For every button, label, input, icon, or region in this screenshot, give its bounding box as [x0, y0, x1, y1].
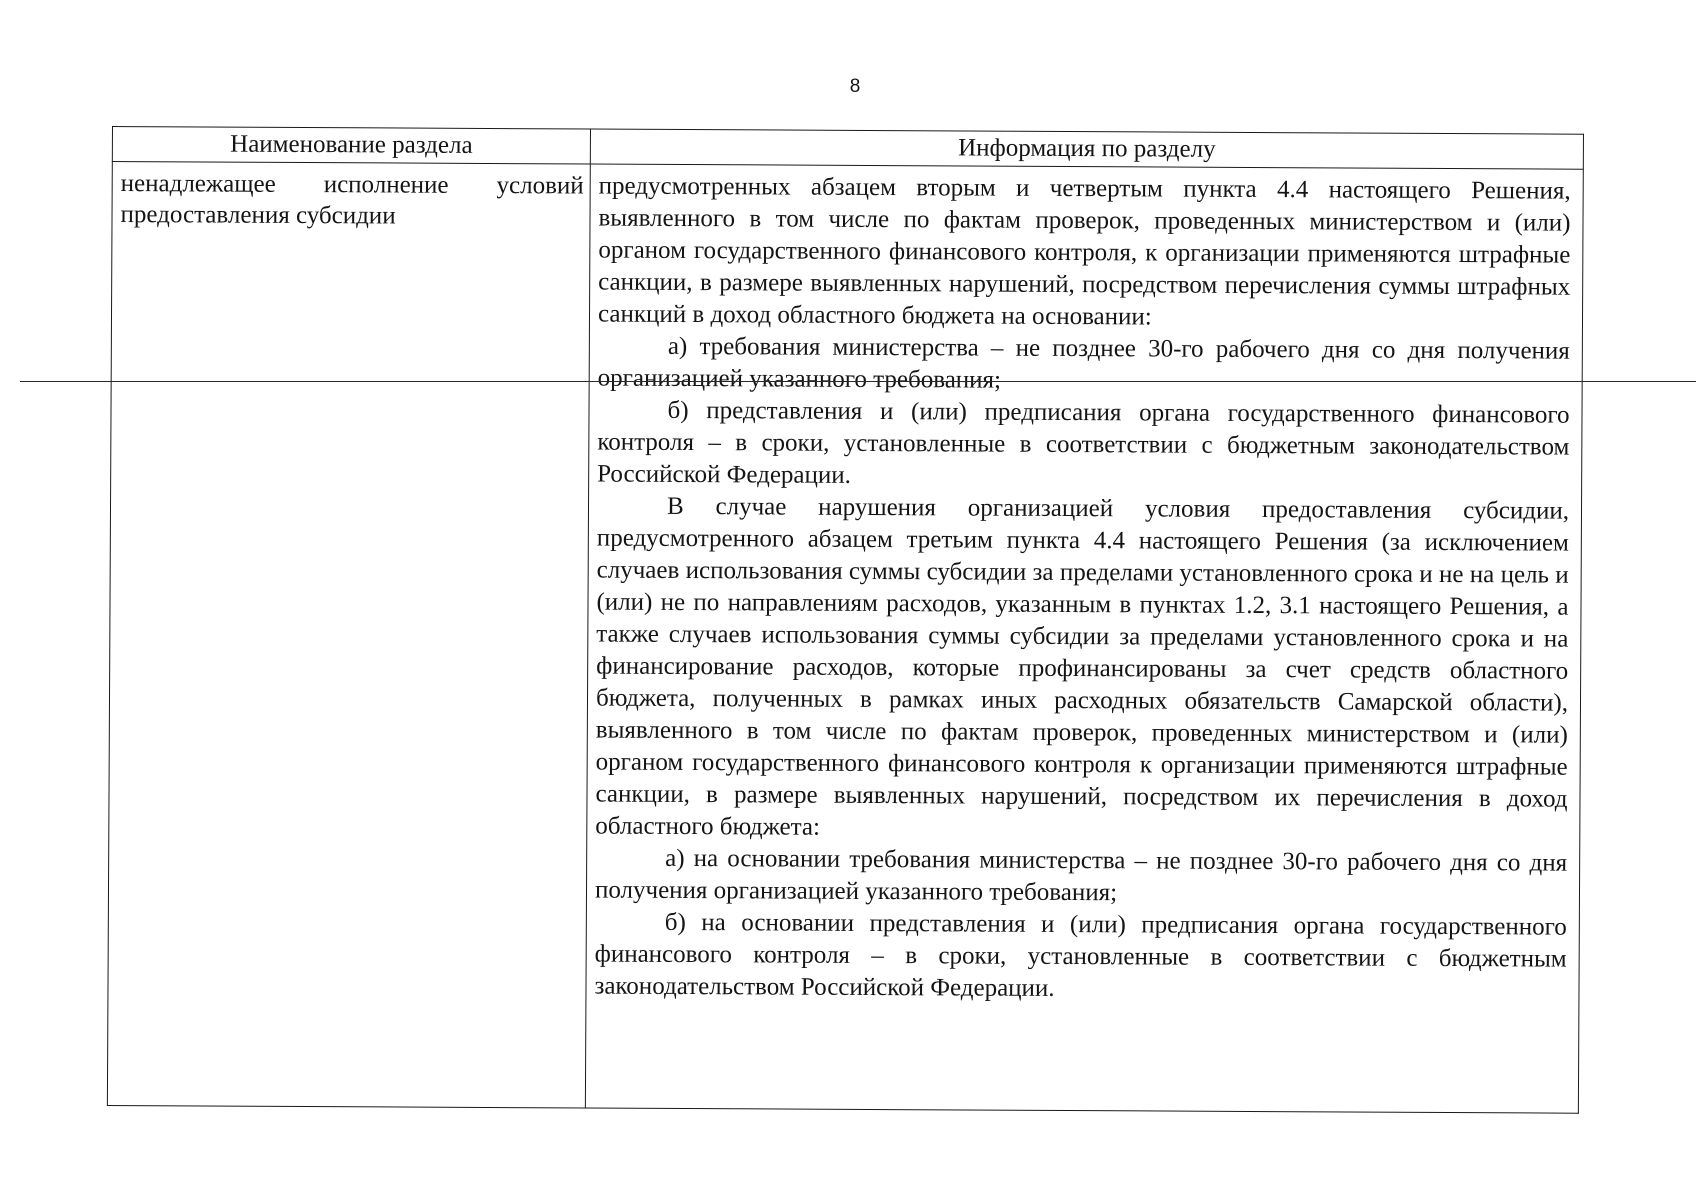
section-name-cell	[107, 162, 590, 1108]
header-section-name: Наименование раздела	[112, 127, 590, 165]
section-name-text: ненадлежащее исполнение условий предоставления субсидии	[120, 170, 584, 230]
section-info-cell	[585, 164, 1583, 1113]
table-row	[107, 162, 1583, 1114]
paragraph-violation-case: В случае нарушения организацией условия предоставления субсидии, предусмотренного абзацем третьим пункта 4.4 настоящего Решения (за исключением случаев использования суммы субсидии за пределами установленного срока и не на цель и (или) не по направлениям расходов, указанным в пунктах 1.2, 3.1 настоящего Решения, а также случаев использования суммы субсидии за пределами установленного срока и на финансирование расходов, которые профинансированы за счет средств областного бюджета, полученных в рамках иных расходных обязательств Самарской области), выявленного в том числе по фактам проверок, проведенных министерством и (или) органом государственного финансового контроля к организации применяются штрафные санкции, в размере выявленных нарушений, посредством их перечисления в доход областного бюджета:	[595, 492, 1570, 841]
scan-artifact-line	[20, 381, 1696, 382]
paragraph-item-b-prescription: б) на основании представления и (или) предписания органа государственного финансового контроля – в сроки, установленные в соответствии с бюджетным законодательством Российской Федерации.	[594, 908, 1567, 1002]
paragraph-item-b-control: б) представления и (или) предписания органа государственного финансового контроля – в сроки, установленные в соответствии с бюджетным законодательством Российской Федерации.	[597, 396, 1570, 489]
header-section-info: Информация по разделу	[590, 129, 1583, 169]
page-number: 8	[849, 76, 861, 97]
section-table	[107, 126, 1584, 1114]
paragraph-continuation: предусмотренных абзацем вторым и четвертым пункта 4.4 настоящего Решения, выявленного в том числе по фактам проверок, проведенных министерством и (или) органом государственного финансового контроля, к организации применяются штрафные санкции, в размере выявленных нарушений, посредством перечисления суммы штрафных санкций в доход областного бюджета на основании:	[597, 172, 1571, 331]
paragraph-item-a-ministry: а) требования министерства – не позднее 30-го рабочего дня со дня получения организацией указанного требования;	[597, 332, 1570, 394]
paragraph-item-a-requirement: а) на основании требования министерства – не позднее 30-го рабочего дня со дня получения организацией указанного требования;	[594, 844, 1568, 907]
